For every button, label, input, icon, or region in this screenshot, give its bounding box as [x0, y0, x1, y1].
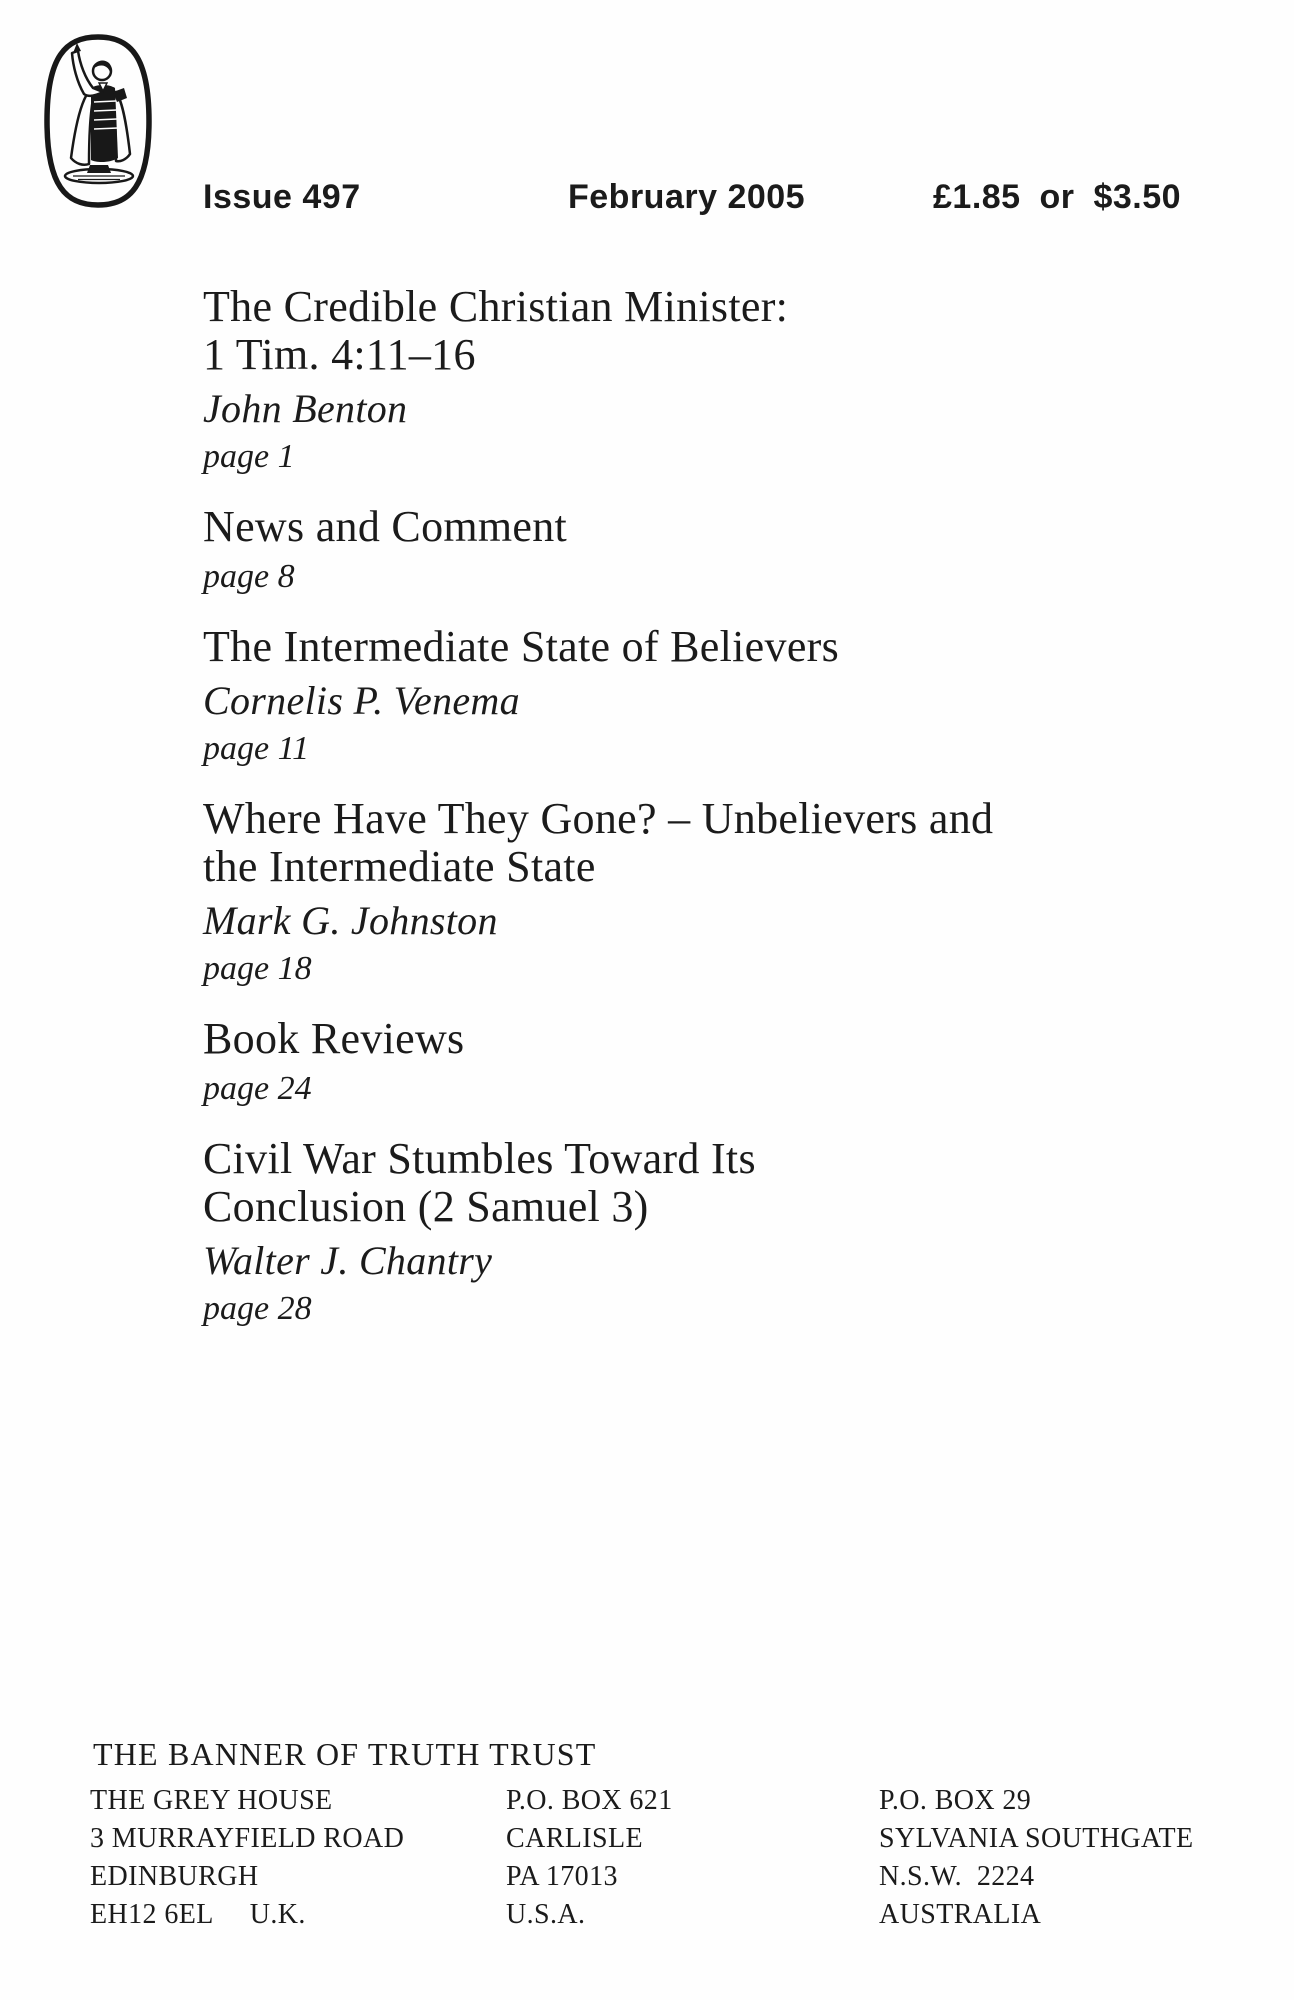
- address-line: THE GREY HOUSE: [90, 1785, 333, 1816]
- article-page-number: page 1: [203, 438, 295, 475]
- article-page-number: page 24: [203, 1070, 312, 1107]
- article-author: John Benton: [203, 386, 408, 431]
- article-title-line: Civil War Stumbles Toward Its: [203, 1134, 756, 1183]
- article-page-number: page 11: [203, 730, 310, 767]
- article-author: Mark G. Johnston: [203, 898, 498, 943]
- publisher-name: THE BANNER OF TRUTH TRUST: [93, 1736, 597, 1772]
- article-page-number: page 18: [203, 950, 312, 987]
- address-line: N.S.W. 2224: [879, 1861, 1035, 1892]
- article-title-line: The Credible Christian Minister:: [203, 282, 789, 331]
- address-line: SYLVANIA SOUTHGATE: [879, 1823, 1194, 1854]
- article-title-line: The Intermediate State of Believers: [203, 622, 840, 671]
- address-line: EDINBURGH: [90, 1861, 259, 1892]
- issue-date: February 2005: [568, 178, 806, 216]
- address-line: CARLISLE: [506, 1823, 643, 1854]
- table-of-contents: [203, 283, 1063, 1327]
- toc-entry: [203, 795, 1063, 987]
- toc-entry: [203, 1015, 1063, 1107]
- toc-entry: [203, 283, 1063, 475]
- banner-of-truth-preacher-logo: [33, 30, 163, 212]
- article-title-line: Conclusion (2 Samuel 3): [203, 1182, 649, 1231]
- issue-number: Issue 497: [203, 178, 361, 216]
- issue-price: £1.85 or $3.50: [933, 178, 1182, 216]
- article-title-line: 1 Tim. 4:11–16: [203, 330, 476, 379]
- article-author: Walter J. Chantry: [203, 1238, 493, 1283]
- article-page-number: page 8: [203, 558, 295, 595]
- article-title-line: the Intermediate State: [203, 842, 596, 891]
- article-title-line: Book Reviews: [203, 1014, 465, 1063]
- toc-entry: [203, 503, 1063, 595]
- publisher-address-uk: [90, 1782, 404, 1934]
- address-line: AUSTRALIA: [879, 1899, 1042, 1930]
- toc-entry: [203, 1135, 1063, 1327]
- address-line: P.O. BOX 29: [879, 1785, 1032, 1816]
- article-title-line: Where Have They Gone? – Unbelievers and: [203, 794, 994, 843]
- address-line: U.S.A.: [506, 1899, 586, 1930]
- publisher-address-australia: [879, 1782, 1193, 1934]
- toc-entry: [203, 623, 1063, 767]
- publisher-address-usa: [506, 1782, 673, 1934]
- article-title-line: News and Comment: [203, 502, 568, 551]
- address-line: PA 17013: [506, 1861, 618, 1892]
- address-line: EH12 6EL U.K.: [90, 1899, 306, 1930]
- article-author: Cornelis P. Venema: [203, 678, 520, 723]
- article-page-number: page 28: [203, 1290, 312, 1327]
- address-line: P.O. BOX 621: [506, 1785, 673, 1816]
- address-line: 3 MURRAYFIELD ROAD: [90, 1823, 405, 1854]
